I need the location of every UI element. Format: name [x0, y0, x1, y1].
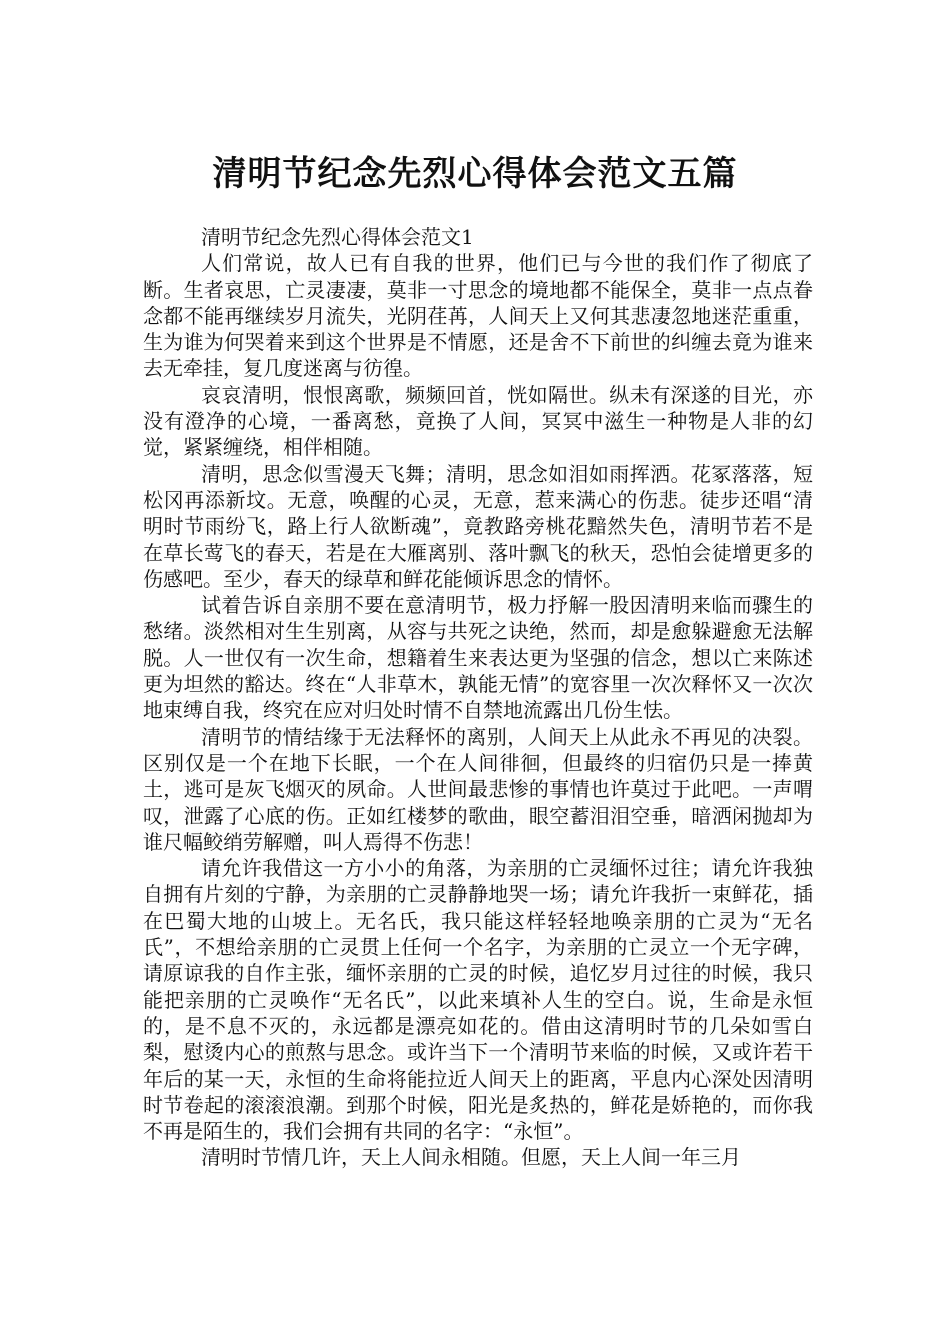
paragraph-2: 哀哀清明，恨恨离歌，频频回首，恍如隔世。纵未有深遂的目光，亦没有澄净的心境，一番离愁，竟换了人间，冥冥中滋生一种物是人非的幻觉，紧紧缠绕，相伴相随。 [143, 382, 813, 460]
paragraph-5: 清明节的情结缘于无法释怀的离别，人间天上从此永不再见的决裂。区别仅是一个在地下长眠，一个在人间徘徊，但最终的归宿仍只是一捧黄土，逃可是灰飞烟灭的夙命。人世间最悲惨的事情也许莫过于此吧。一声喟叹，泄露了心底的伤。正如红楼梦的歌曲，眼空蓄泪泪空垂，暗洒闲抛却为谁尺幅鲛绡劳解赠，叫人焉得不伤悲！ [143, 724, 813, 854]
paragraph-1: 人们常说，故人已有自我的世界，他们已与今世的我们作了彻底了断。生者哀思，亡灵凄凄，莫非一寸思念的境地都不能保全，莫非一点点眷念都不能再继续岁月流失，光阴荏苒，人间天上又何其悲凄忽地迷茫重重，生为谁为何哭着来到这个世界是不情愿，还是舍不下前世的纠缠去竟为谁来去无牵挂，复几度迷离与彷徨。 [143, 251, 813, 381]
section-heading: 清明节纪念先烈心得体会范文1 [201, 225, 474, 249]
paragraph-3: 清明，思念似雪漫天飞舞；清明，思念如泪如雨挥洒。花冢落落，短松冈再添新坟。无意，唤醒的心灵，无意，惹来满心的伤悲。徒步还唱“清明时节雨纷飞，路上行人欲断魂”，竟教路旁桃花黯然失色，清明节若不是在草长莺飞的春天，若是在大雁离别、落叶飘飞的秋天，恐怕会徒增更多的伤感吧。至少，春天的绿草和鲜花能倾诉思念的情怀。 [143, 461, 813, 591]
paragraph-6: 请允许我借这一方小小的角落，为亲朋的亡灵缅怀过往；请允许我独自拥有片刻的宁静，为亲朋的亡灵静静地哭一场；请允许我折一束鲜花，插在巴蜀大地的山坡上。无名氏，我只能这样轻轻地唤亲朋的亡灵为“无名氏”，不想给亲朋的亡灵贯上任何一个名字，为亲朋的亡灵立一个无字碑，请原谅我的自作主张，缅怀亲朋的亡灵的时候，追忆岁月过往的时候，我只能把亲朋的亡灵唤作“无名氏”，以此来填补人生的空白。说，生命是永恒的，是不息不灭的，永远都是漂亮如花的。借由这清明时节的几朵如雪白梨，慰烫内心的煎熬与思念。或许当下一个清明节来临的时候，又或许若干年后的某一天，永恒的生命将能拉近人间天上的距离，平息内心深处因清明时节卷起的滚滚浪潮。到那个时候，阳光是炙热的，鲜花是娇艳的，而你我不再是陌生的，我们会拥有共同的名字：“永恒”。 [143, 856, 813, 1144]
paragraph-7: 清明时节情几许，天上人间永相随。但愿，天上人间一年三月 [201, 1145, 741, 1170]
document-body [143, 224, 813, 1171]
paragraph-4: 试着告诉自亲朋不要在意清明节，极力抒解一股因清明来临而骤生的愁绪。淡然相对生生别离，从容与共死之诀绝，然而，却是愈躲避愈无法解脱。人一世仅有一次生命，想籍着生来表达更为坚强的信念，想以亡来陈述更为坦然的豁达。终在“人非草木，孰能无情”的宽容里一次次释怀又一次次地束缚自我，终究在应对归处时情不自禁地流露出几份生怯。 [143, 593, 813, 723]
document-title: 清明节纪念先烈心得体会范文五篇 [212, 153, 738, 194]
